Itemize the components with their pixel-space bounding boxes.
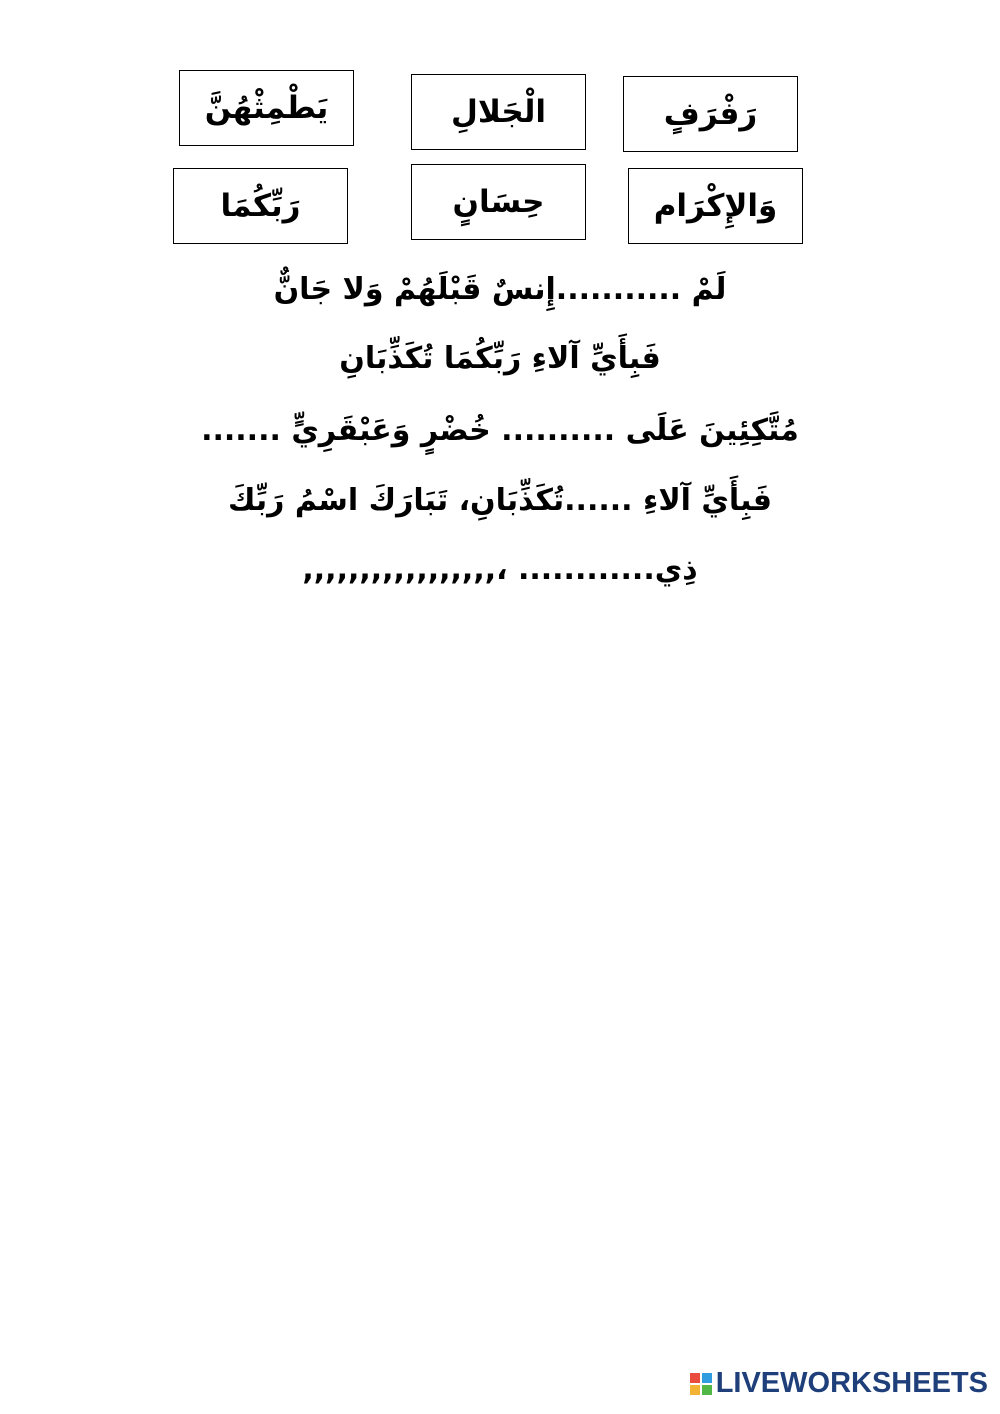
logo-tile-2	[702, 1373, 712, 1383]
word-bank-box-4[interactable]	[173, 168, 348, 244]
exercise-line-5: ذِي............ ،,,,,,,,,,,,,,,,,,	[302, 552, 698, 587]
liveworksheets-brand	[690, 1369, 988, 1398]
word-bank-word: الْجَلالِ	[450, 93, 547, 130]
word-bank-word: وَالإِكْرَام	[653, 187, 778, 224]
exercise-line-2: فَبِأَيِّ آلاءِ رَبِّكُمَا تُكَذِّبَانِ	[339, 341, 661, 376]
exercise-line-4: فَبِأَيِّ آلاءِ ......تُكَذِّبَانِ، تَبَارَكَ اسْمُ رَبِّكَ	[227, 483, 773, 518]
logo-tile-4	[702, 1385, 712, 1395]
word-bank-word: رَبِّكُمَا	[220, 187, 301, 224]
word-bank-word: رَفْرَفٍ	[663, 95, 758, 132]
logo-tile-1	[690, 1373, 700, 1383]
word-bank-box-6[interactable]	[628, 168, 803, 244]
word-bank-box-2[interactable]	[411, 74, 586, 150]
exercise-line-1: لَمْ ...........إِنسٌ قَبْلَهُمْ وَلا جَانٌّ	[273, 272, 727, 307]
word-bank-box-3[interactable]	[623, 76, 798, 152]
word-bank-box-1[interactable]	[179, 70, 354, 146]
liveworksheets-logo-icon	[690, 1373, 712, 1395]
word-bank-word: حِسَانٍ	[452, 183, 545, 220]
word-bank-word: يَطْمِثْهُنَّ	[204, 89, 329, 126]
brand-name: LIVEWORKSHEETS	[715, 1367, 988, 1399]
word-bank-box-5[interactable]	[411, 164, 586, 240]
exercise-line-3: مُتَّكِئِينَ عَلَى .......... خُضْرٍ وَعَبْقَرِيٍّ .......	[201, 413, 799, 448]
logo-tile-3	[690, 1385, 700, 1395]
